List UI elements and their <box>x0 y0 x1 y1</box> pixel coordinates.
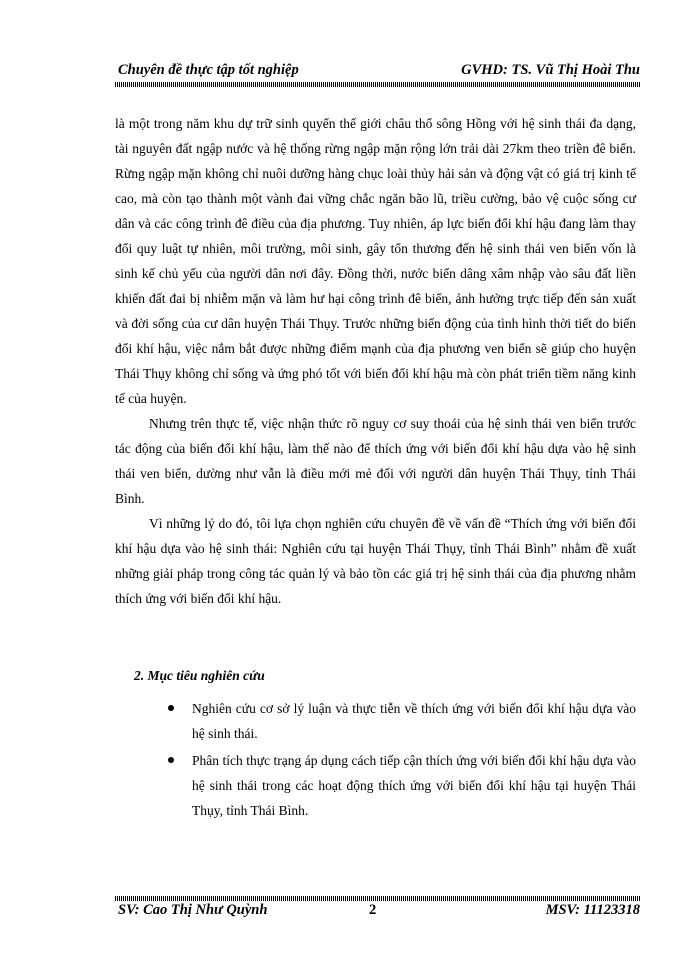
list-item-text: Nghiên cứu cơ sở lý luận và thực tiễn về thích ứng với biến đổi khí hậu dựa vào hệ sinh thái. <box>192 701 636 741</box>
header-document-title: Chuyên đề thực tập tốt nghiệp <box>118 62 299 78</box>
bullet-icon <box>168 705 174 711</box>
list-item-text: Phân tích thực trạng áp dụng cách tiếp cận thích ứng với biến đổi khí hậu dựa vào hệ sinh thái trong các hoạt động thích ứng với biến đổi khí hậu tại huyện Thái Thụy, tỉnh Thái Bình. <box>192 753 636 818</box>
objectives-list <box>168 696 636 825</box>
footer-rule <box>115 896 640 901</box>
footer-student-name: SV: Cao Thị Như Quỳnh <box>118 902 268 918</box>
bullet-icon <box>168 757 174 763</box>
header-advisor: GVHD: TS. Vũ Thị Hoài Thu <box>461 62 640 78</box>
header-rule <box>115 82 640 87</box>
section-heading: 2. Mục tiêu nghiên cứu <box>134 668 265 683</box>
list-item <box>168 748 636 823</box>
list-item <box>168 696 636 746</box>
body-text <box>115 111 636 611</box>
footer-student-id: MSV: 11123318 <box>545 902 640 918</box>
paragraph: Nhưng trên thực tế, việc nhận thức rõ nguy cơ suy thoái của hệ sinh thái ven biển trước tác động của biến đổi khí hậu, làm thế nào để thích ứng với biến đổi khí hậu dựa vào hệ sinh thái ven biển, dường như vẫn là điều mới mẻ đối với người dân huyện Thái Thụy, tỉnh Thái Bình. <box>115 416 636 506</box>
page-number: 2 <box>369 902 377 918</box>
paragraph: là một trong năm khu dự trữ sinh quyển thế giới châu thổ sông Hồng với hệ sinh thái đa dạng, tài nguyên đất ngập nước và hệ thống rừng ngập mặn rộng lớn trải dài 27km theo triền đê biển. Rừng ngập mặn không chỉ nuôi dưỡng hàng chục loài thủy hải sản và động vật có giá trị kinh tế cao, mà còn tạo thành một vành đai vững chắc ngăn bão lũ, triều cường, bảo vệ cuộc sống cư dân và các công trình đê điều của địa phương. Tuy nhiên, áp lực biến đổi khí hậu đang làm thay đổi quy luật tự nhiên, môi trường, môi sinh, gây tổn thương đến hệ sinh thái ven biển vốn là sinh kế chủ yếu của người dân nơi đây. Đồng thời, nước biển dâng xâm nhập vào sâu đất liền khiến đất đai bị nhiễm mặn và làm hư hại công trình đê biển, ảnh hưởng trực tiếp đến sản xuất và đời sống của cư dân huyện Thái Thụy. Trước những biến động của tình hình thời tiết do biến đổi khí hậu, việc nắm bắt được những điểm mạnh của địa phương ven biển sẽ giúp cho huyện Thái Thụy không chỉ sống và ứng phó tốt với biến đổi khí hậu mà còn phát triển tiềm năng kinh tế của huyện. <box>115 116 636 406</box>
paragraph: Vì những lý do đó, tôi lựa chọn nghiên cứu chuyên đề về vấn đề “Thích ứng với biến đổi khí hậu dựa vào hệ sinh thái: Nghiên cứu tại huyện Thái Thụy, tỉnh Thái Bình” nhằm đề xuất những giải pháp trong công tác quản lý và bảo tồn các giá trị hệ sinh thái của địa phương nhằm thích ứng với biến đổi khí hậu. <box>115 516 636 606</box>
